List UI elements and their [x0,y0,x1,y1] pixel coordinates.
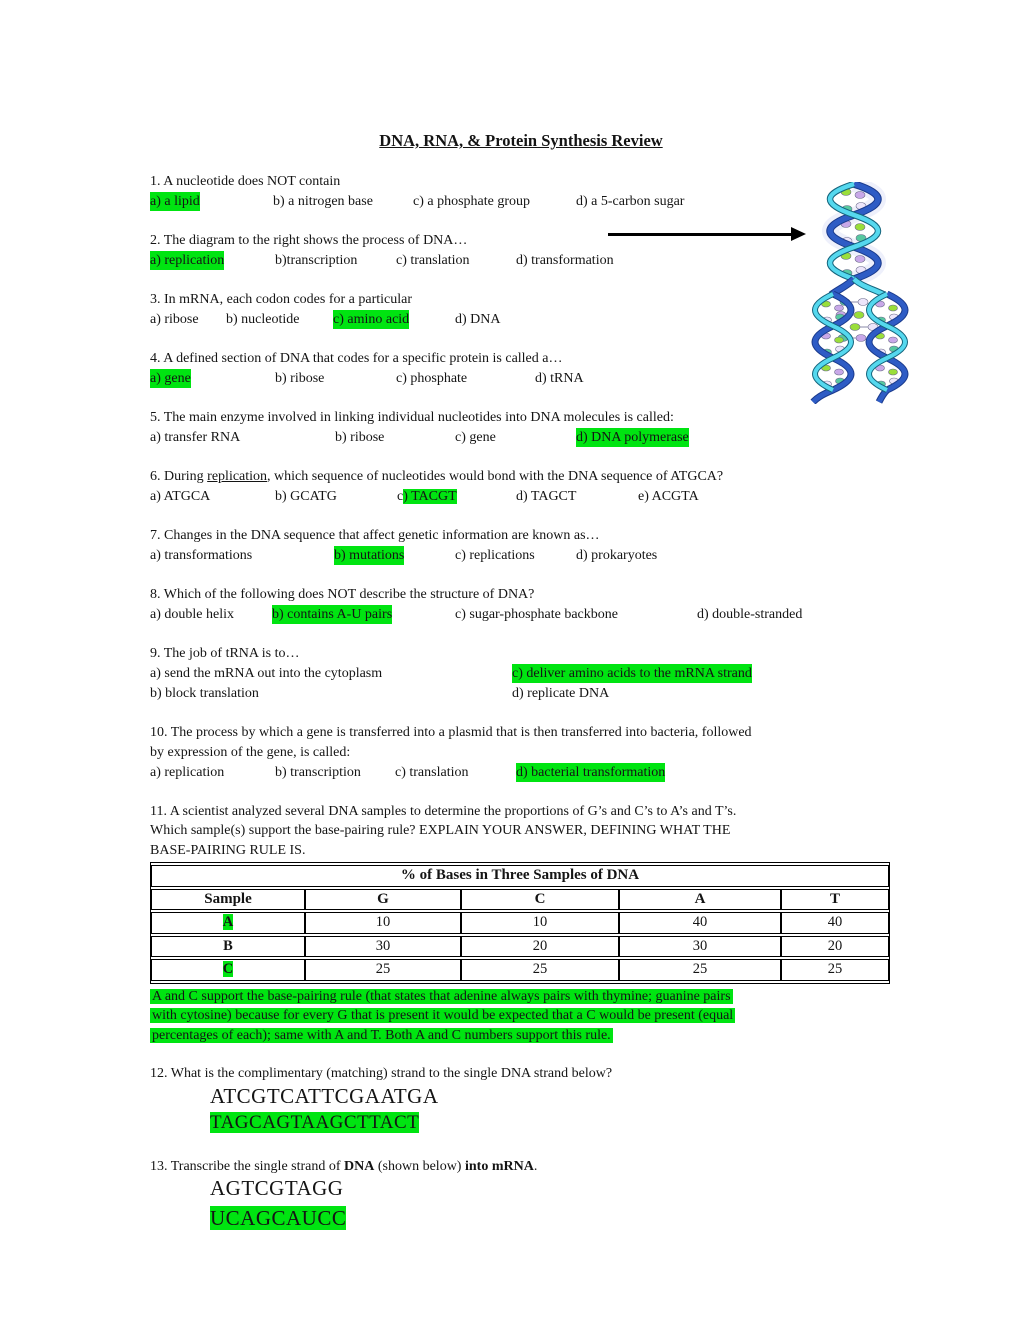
question-9 [150,644,892,705]
col-header-sample: Sample [151,889,305,911]
option-b: b) mutations [334,546,404,566]
value-cell: 30 [305,936,461,958]
sample-label: A [222,914,234,930]
option-a: a) ATGCA [150,488,211,504]
question-3 [150,290,892,330]
option-c: c) translation [396,252,470,268]
question-1-prompt: 1. A nucleotide does NOT contain [150,173,341,189]
underlined-word: replication [207,468,268,484]
option-b: b) transcription [275,764,361,780]
question-11-prompt-line2: Which sample(s) support the base-pairing rule? EXPLAIN YOUR ANSWER, DEFINING WHAT THE [150,823,731,838]
option-d: d) DNA [455,311,501,327]
question-7-options [150,546,892,566]
option-d: d) replicate DNA [512,686,610,701]
complementary-strand-answer [210,1111,892,1135]
prompt-text: (shown below) [374,1158,465,1174]
question-11-prompt-line1: 11. A scientist analyzed several DNA samples to determine the proportions of G’s and C’s to A’s and T’s. [150,803,737,819]
option-c: c) translation [395,764,469,780]
question-5 [150,408,892,448]
question-13-prompt [150,1157,892,1177]
question-8 [150,585,892,625]
question-11-answer [150,987,892,1046]
col-header-g: G [305,889,461,911]
question-6 [150,467,892,507]
option-b: b)transcription [275,252,358,268]
question-10-prompt-line1: 10. The process by which a gene is transferred into a plasmid that is then transferred into bacteria, followed [150,725,752,740]
mrna-strand-answer [210,1206,892,1231]
option-d: d) a 5-carbon sugar [576,193,685,209]
question-10-options [150,763,892,783]
question-3-prompt: 3. In mRNA, each codon codes for a particular [150,291,413,307]
option-a: a) replication [150,764,225,780]
prompt-text: . [533,1158,538,1174]
bold-word: DNA [344,1158,375,1174]
question-5-prompt: 5. The main enzyme involved in linking individual nucleotides into DNA molecules is called: [150,409,674,425]
sample-cell [151,912,305,934]
answer-text: A and C support the base-pairing rule (that states that adenine always pairs with thymine; guanine pairs [152,988,731,1004]
question-12-prompt: 12. What is the complimentary (matching) strand to the single DNA strand below? [150,1066,613,1081]
option-c: c) replications [455,547,535,563]
question-7 [150,526,892,566]
option-a: a) transformations [150,547,253,563]
col-header-c: C [461,889,619,911]
question-4 [150,349,892,389]
option-b: b) ribose [275,370,325,386]
prompt-text: 13. Transcribe the single strand of [150,1158,345,1174]
question-2-options [150,251,892,271]
bases-table [150,862,890,984]
answer-text: with cytosine) because for every G that is present it would be expected that a C would be present (equal [152,1008,734,1023]
option-d: d) DNA polymerase [576,428,689,448]
table-row-c [151,959,889,981]
answer-line [150,1026,892,1046]
value-cell: 20 [461,936,619,958]
bold-word: into mRNA [464,1158,534,1174]
question-8-options [150,605,892,625]
table-title-row [151,865,889,887]
option-c-answer: ) TACGT [403,488,457,504]
worksheet-content [150,131,892,1250]
answer-sequence: UCAGCAUCC [210,1206,347,1230]
value-cell: 40 [619,912,781,934]
option-d: d) double-stranded [697,606,803,622]
sample-cell [151,936,305,958]
question-10 [150,723,892,783]
option-b: b) GCATG [275,488,337,504]
question-6-prompt [150,467,892,487]
option-d: d) transformation [516,252,614,268]
value-cell: 40 [781,912,889,934]
answer-text: percentages of each); same with A and T. Both A and C numbers support this rule. [152,1027,611,1043]
option-a: a) replication [150,251,224,271]
dna-strand: AGTCGTAGG [210,1176,344,1200]
option-d: d) bacterial transformation [516,763,665,783]
option-a: a) double helix [150,606,234,622]
question-1-options [150,192,892,212]
option-c: c) deliver amino acids to the mRNA strand [512,664,752,684]
sample-label: B [223,937,233,954]
option-a: a) ribose [150,311,199,327]
option-d: d) TAGCT [516,488,577,504]
question-2 [150,231,892,271]
question-9-options-row1 [150,664,892,684]
option-c [397,487,457,507]
value-cell: 10 [461,912,619,934]
option-c: c) phosphate [396,370,468,386]
question-11 [150,802,892,861]
question-13 [150,1157,892,1232]
question-5-options [150,428,892,448]
table-title: % of Bases in Three Samples of DNA [151,865,889,887]
question-6-options [150,487,892,507]
dna-strand: ATCGTCATTCGAATGA [210,1083,439,1108]
prompt-text: 6. During [150,468,208,484]
value-cell: 20 [781,936,889,958]
option-b: b) nucleotide [226,311,300,327]
option-c: c) gene [455,429,496,445]
option-e: e) ACGTA [638,488,699,504]
option-a: a) gene [150,369,191,389]
answer-sequence: TAGCAGTAAGCTTACT [210,1111,420,1133]
question-12 [150,1064,892,1135]
table-header-row [151,889,889,911]
question-7-prompt: 7. Changes in the DNA sequence that affect genetic information are known as… [150,527,600,543]
option-d: d) prokaryotes [576,547,658,563]
question-3-options [150,310,892,330]
option-b: b) ribose [335,429,385,445]
option-c: c) amino acid [333,310,409,330]
answer-line [150,1006,892,1026]
col-header-a: A [619,889,781,911]
question-4-options [150,369,892,389]
value-cell: 10 [305,912,461,934]
option-a: a) send the mRNA out into the cytoplasm [150,665,383,681]
question-8-prompt: 8. Which of the following does NOT describe the structure of DNA? [150,586,535,602]
question-11-prompt-line3: BASE-PAIRING RULE IS. [150,842,306,858]
question-4-prompt: 4. A defined section of DNA that codes for a specific protein is called a… [150,350,563,366]
col-header-t: T [781,889,889,911]
page-title: DNA, RNA, & Protein Synthesis Review [379,131,663,150]
table-row-b [151,936,889,958]
value-cell: 25 [461,959,619,981]
sample-label: C [222,961,234,977]
question-10-prompt-line2: by expression of the gene, is called: [150,744,351,760]
answer-line [150,987,892,1007]
option-a: a) transfer RNA [150,429,241,445]
value-cell: 30 [619,936,781,958]
option-c: c) sugar-phosphate backbone [455,606,618,622]
option-d: d) tRNA [535,370,584,386]
sample-cell [151,959,305,981]
option-b: b) a nitrogen base [273,193,373,209]
table-row-a [151,912,889,934]
value-cell: 25 [781,959,889,981]
prompt-text: , which sequence of nucleotides would bond with the DNA sequence of ATGCA? [267,468,724,484]
option-b: b) block translation [150,686,259,701]
option-b: b) contains A-U pairs [272,605,392,625]
question-2-prompt: 2. The diagram to the right shows the process of DNA… [150,232,468,248]
option-c: c) a phosphate group [413,193,531,209]
question-1 [150,172,892,212]
value-cell: 25 [619,959,781,981]
option-c-prefix: c [397,488,404,504]
value-cell: 25 [305,959,461,981]
question-9-prompt: 9. The job of tRNA is to… [150,645,300,661]
question-9-options-row2 [150,684,892,704]
option-a: a) a lipid [150,192,200,212]
